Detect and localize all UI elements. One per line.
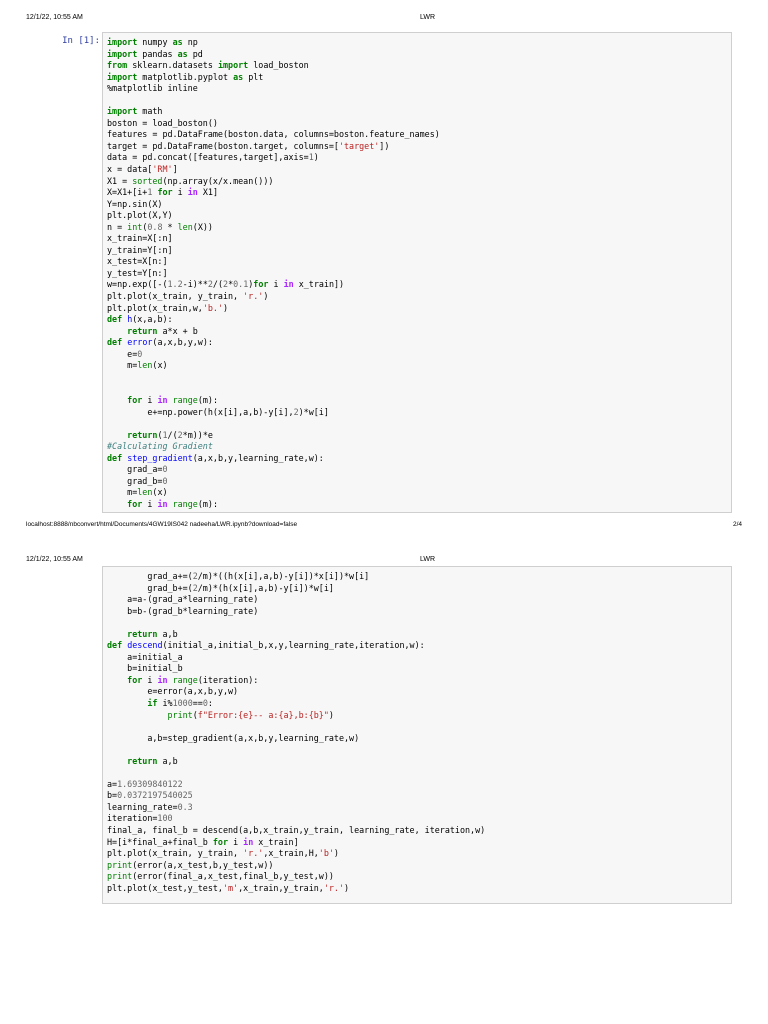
page-footer — [0, 519, 768, 533]
footer-url: localhost:8888/nbconvert/html/Documents/4GW19IS042 nadeeha/LWR.ipynb?download=false — [26, 521, 298, 528]
page-header — [0, 10, 768, 26]
code-cell-part1[interactable] — [102, 32, 732, 513]
header-timestamp-2: 12/1/22, 10:55 AM — [26, 556, 83, 563]
code-cell-part2[interactable] — [102, 566, 732, 904]
code-block: import numpy as np import pandas as pd from sklearn.datasets import load_boston import matplotlib.pyplot as plt %matplotlib inline import math boston = load_boston() features = pd.DataFrame(boston.data, columns=boston.feature_names) target = pd.DataFrame(boston.target, columns=['target']) data = pd.concat([features,target],axis=1) x = data['RM'] X1 = sorted(np.array(x/x.mean())) X=X1+[i+1 for i in X1] Y=np.sin(X) plt.plot(X,Y) n = int(0.8 * len(X)) x_train=X[:n] y_train=Y[:n] x_test=X[n:] y_test=Y[n:] w=np.exp([-(1.2-i)**2/(2*0.1)for i in x_train]) plt.plot(x_train, y_train, 'r.') plt.plot(x_train,w,'b.') def h(x,a,b): return a*x + b def error(a,x,b,y,w): e=0 m=len(x) for i in range(m): e+=np.power(h(x[i],a,b)-y[i],2)*w[i] return(1/(2*m))*e #Calculating Gradient def step_gradient(a,x,b,y,learning_rate,w): grad_a=0 grad_b=0 m=len(x) for i in range(m): — [107, 37, 440, 509]
header-title: LWR — [420, 14, 436, 21]
header-timestamp: 12/1/22, 10:55 AM — [26, 14, 83, 21]
footer-page-number: 2/4 — [732, 521, 742, 528]
code-block-2: grad_a+=(2/m)*((h(x[i],a,b)-y[i])*x[i])*w[i] grad_b+=(2/m)*(h(x[i],a,b)-y[i])*w[i] a=a-(grad_a*learning_rate) b=b-(grad_b*learning_rate) return a,b def descend(initial_a,initial_b,x,y,learning_rate,iteration,w): a=initial_a b=initial_b for i in range(iteration): e=error(a,x,b,y,w) if i%1000==0: print(f"Error:{e}-- a:{a},b:{b}") a,b=step_gradient(a,x,b,y,learning_rate,w) return a,b a=1.69309840122 b=0.0372197540025 learning_rate=0.3 iteration=100 final_a, final_b = descend(a,b,x_train,y_train, learning_rate, iteration,w) H=[i*final_a+final_b for i in x_train] plt.plot(x_train, y_train, 'r.',x_train,H,'b') print(error(a,x_test,b,y_test,w)) print(error(final_a,x_test,final_b,y_test,w)) plt.plot(x_test,y_test,'m',x_train,y_train,'r.') — [107, 571, 486, 893]
input-prompt: In [1]: — [62, 36, 100, 46]
header-title-2: LWR — [420, 556, 436, 563]
